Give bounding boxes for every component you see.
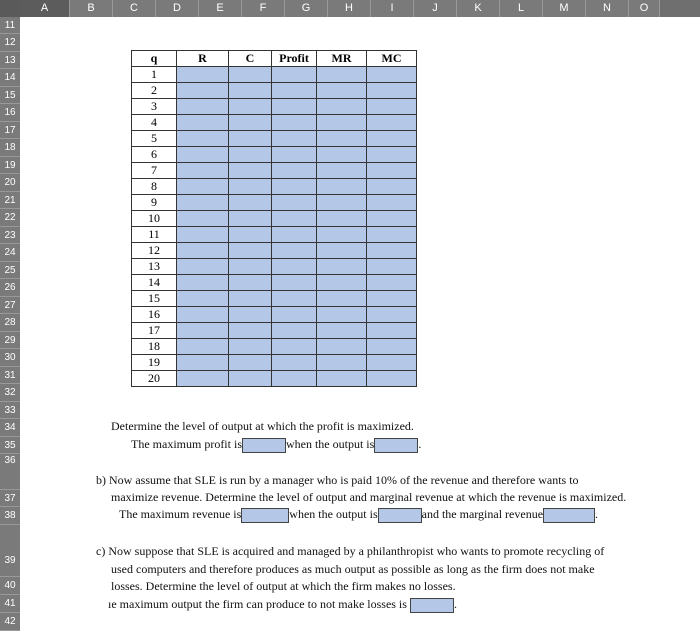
r-input-cell[interactable] bbox=[177, 275, 229, 291]
profit-input-cell[interactable] bbox=[272, 83, 317, 99]
row-header-31[interactable]: 31 bbox=[0, 367, 20, 384]
row-header-11[interactable]: 11 bbox=[0, 17, 20, 34]
mr-input-cell[interactable] bbox=[317, 355, 367, 371]
r-input-cell[interactable] bbox=[177, 227, 229, 243]
r-input-cell[interactable] bbox=[177, 307, 229, 323]
profit-input-cell[interactable] bbox=[272, 243, 317, 259]
c-input-cell[interactable] bbox=[229, 163, 272, 179]
part-c-line3: losses. Determine the level of output at which the firm makes no losses. bbox=[111, 579, 456, 593]
row-header-27[interactable]: 27 bbox=[0, 297, 20, 314]
c-input-cell[interactable] bbox=[229, 243, 272, 259]
r-input-cell[interactable] bbox=[177, 195, 229, 211]
column-header-b[interactable]: B bbox=[70, 0, 113, 17]
header-r[interactable]: R bbox=[177, 51, 229, 67]
mc-input-cell[interactable] bbox=[367, 275, 417, 291]
table-row bbox=[132, 99, 417, 115]
r-input-cell[interactable] bbox=[177, 339, 229, 355]
c-input-cell[interactable] bbox=[229, 195, 272, 211]
q-cell[interactable]: 20 bbox=[132, 371, 177, 387]
mr-input-cell[interactable] bbox=[317, 67, 367, 83]
profit-input-cell[interactable] bbox=[272, 323, 317, 339]
row-header-32[interactable]: 32 bbox=[0, 384, 20, 402]
q-cell[interactable]: 5 bbox=[132, 131, 177, 147]
part-b-line1: b) Now assume that SLE is run by a manager who is paid 10% of the revenue and therefore wants to bbox=[96, 473, 579, 487]
column-header-o[interactable]: O bbox=[629, 0, 660, 17]
table-row bbox=[132, 339, 417, 355]
part-b-mr-label: and the marginal revenue bbox=[421, 507, 544, 521]
q-cell[interactable]: 11 bbox=[132, 227, 177, 243]
q-cell[interactable]: 10 bbox=[132, 211, 177, 227]
table-row bbox=[132, 163, 417, 179]
column-header-c[interactable]: C bbox=[113, 0, 156, 17]
profit-input-cell[interactable] bbox=[272, 355, 317, 371]
mc-input-cell[interactable] bbox=[367, 131, 417, 147]
part-a-answer-line bbox=[131, 437, 421, 453]
mc-input-cell[interactable] bbox=[367, 195, 417, 211]
r-input-cell[interactable] bbox=[177, 243, 229, 259]
c-input-cell[interactable] bbox=[229, 355, 272, 371]
row-header-23[interactable]: 23 bbox=[0, 227, 20, 244]
mc-input-cell[interactable] bbox=[367, 67, 417, 83]
q-cell[interactable]: 15 bbox=[132, 291, 177, 307]
profit-input-cell[interactable] bbox=[272, 179, 317, 195]
column-header-e[interactable]: E bbox=[199, 0, 242, 17]
mc-input-cell[interactable] bbox=[367, 259, 417, 275]
column-header-k[interactable]: K bbox=[457, 0, 500, 17]
c-input-cell[interactable] bbox=[229, 323, 272, 339]
q-cell[interactable]: 16 bbox=[132, 307, 177, 323]
r-input-cell[interactable] bbox=[177, 323, 229, 339]
mr-input-cell[interactable] bbox=[317, 131, 367, 147]
mc-input-cell[interactable] bbox=[367, 307, 417, 323]
table-row bbox=[132, 227, 417, 243]
row-header-35[interactable]: 35 bbox=[0, 437, 20, 454]
r-input-cell[interactable] bbox=[177, 99, 229, 115]
profit-input-cell[interactable] bbox=[272, 307, 317, 323]
part-b-revenue-label: The maximum revenue is bbox=[119, 507, 242, 521]
mc-input-cell[interactable] bbox=[367, 227, 417, 243]
q-cell[interactable]: 6 bbox=[132, 147, 177, 163]
q-cell[interactable]: 1 bbox=[132, 67, 177, 83]
c-input-cell[interactable] bbox=[229, 291, 272, 307]
c-input-cell[interactable] bbox=[229, 147, 272, 163]
mc-input-cell[interactable] bbox=[367, 115, 417, 131]
header-mc[interactable]: MC bbox=[367, 51, 417, 67]
r-input-cell[interactable] bbox=[177, 291, 229, 307]
mc-input-cell[interactable] bbox=[367, 291, 417, 307]
r-input-cell[interactable] bbox=[177, 67, 229, 83]
mr-input-cell[interactable] bbox=[317, 371, 367, 387]
table-row bbox=[132, 371, 417, 387]
part-c-period: . bbox=[453, 597, 457, 611]
part-a-instruction: Determine the level of output at which the profit is maximized. bbox=[111, 419, 414, 433]
r-input-cell[interactable] bbox=[177, 131, 229, 147]
revenue-output-input[interactable] bbox=[378, 508, 422, 523]
mc-input-cell[interactable] bbox=[367, 179, 417, 195]
header-profit[interactable]: Profit bbox=[272, 51, 317, 67]
part-b-line2: maximize revenue. Determine the level of output and marginal revenue at which the revenue is maximized. bbox=[111, 490, 627, 504]
profit-input-cell[interactable] bbox=[272, 211, 317, 227]
row-header-34[interactable]: 34 bbox=[0, 419, 20, 437]
column-header-g[interactable]: G bbox=[285, 0, 328, 17]
q-cell[interactable]: 2 bbox=[132, 83, 177, 99]
mr-input-cell[interactable] bbox=[317, 291, 367, 307]
c-input-cell[interactable] bbox=[229, 115, 272, 131]
part-b-answer-line bbox=[119, 507, 598, 523]
profit-input-cell[interactable] bbox=[272, 371, 317, 387]
column-header-j[interactable]: J bbox=[414, 0, 457, 17]
row-header-19[interactable]: 19 bbox=[0, 157, 20, 174]
row-header-21[interactable]: 21 bbox=[0, 192, 20, 209]
table-row bbox=[132, 275, 417, 291]
column-header-f[interactable]: F bbox=[242, 0, 285, 17]
table-row bbox=[132, 67, 417, 83]
row-header-29[interactable]: 29 bbox=[0, 332, 20, 349]
row-header-41[interactable]: 41 bbox=[0, 595, 20, 613]
mr-input-cell[interactable] bbox=[317, 195, 367, 211]
q-cell[interactable]: 13 bbox=[132, 259, 177, 275]
part-c-line1: c) Now suppose that SLE is acquired and managed by a philanthropist who wants to promote recycling of bbox=[96, 544, 605, 558]
mr-input-cell[interactable] bbox=[317, 307, 367, 323]
row-header-30[interactable]: 30 bbox=[0, 349, 20, 367]
header-c[interactable]: C bbox=[229, 51, 272, 67]
q-cell[interactable]: 3 bbox=[132, 99, 177, 115]
part-c-output-label: ıe maximum output the firm can produce to not make losses is bbox=[108, 597, 407, 611]
mc-input-cell[interactable] bbox=[367, 323, 417, 339]
row-header-37[interactable]: 37 bbox=[0, 490, 20, 507]
profit-input-cell[interactable] bbox=[272, 99, 317, 115]
mr-input-cell[interactable] bbox=[317, 323, 367, 339]
c-input-cell[interactable] bbox=[229, 131, 272, 147]
row-header-33[interactable]: 33 bbox=[0, 402, 20, 419]
column-header-m[interactable]: M bbox=[543, 0, 586, 17]
max-profit-input[interactable] bbox=[242, 438, 286, 453]
mr-input-cell[interactable] bbox=[317, 211, 367, 227]
mc-input-cell[interactable] bbox=[367, 163, 417, 179]
profit-input-cell[interactable] bbox=[272, 275, 317, 291]
table-row bbox=[132, 83, 417, 99]
mr-input-cell[interactable] bbox=[317, 227, 367, 243]
c-input-cell[interactable] bbox=[229, 339, 272, 355]
row-header-18[interactable]: 18 bbox=[0, 139, 20, 157]
c-input-cell[interactable] bbox=[229, 371, 272, 387]
table-row bbox=[132, 211, 417, 227]
mr-input-cell[interactable] bbox=[317, 259, 367, 275]
row-header-25[interactable]: 25 bbox=[0, 262, 20, 279]
c-input-cell[interactable] bbox=[229, 179, 272, 195]
table-row bbox=[132, 131, 417, 147]
r-input-cell[interactable] bbox=[177, 163, 229, 179]
q-cell[interactable]: 4 bbox=[132, 115, 177, 131]
c-input-cell[interactable] bbox=[229, 275, 272, 291]
row-header-40[interactable]: 40 bbox=[0, 577, 20, 595]
profit-input-cell[interactable] bbox=[272, 339, 317, 355]
column-header-a[interactable]: A bbox=[20, 0, 70, 17]
profit-input-cell[interactable] bbox=[272, 131, 317, 147]
c-input-cell[interactable] bbox=[229, 227, 272, 243]
mr-input-cell[interactable] bbox=[317, 243, 367, 259]
header-mr[interactable]: MR bbox=[317, 51, 367, 67]
mr-input-cell[interactable] bbox=[317, 179, 367, 195]
r-input-cell[interactable] bbox=[177, 115, 229, 131]
table-row bbox=[132, 259, 417, 275]
profit-input-cell[interactable] bbox=[272, 259, 317, 275]
r-input-cell[interactable] bbox=[177, 179, 229, 195]
row-header-13[interactable]: 13 bbox=[0, 52, 20, 69]
no-loss-output-input[interactable] bbox=[410, 598, 454, 613]
column-header-i[interactable]: I bbox=[371, 0, 414, 17]
profit-input-cell[interactable] bbox=[272, 115, 317, 131]
q-cell[interactable]: 14 bbox=[132, 275, 177, 291]
row-header-26[interactable]: 26 bbox=[0, 279, 20, 297]
mc-input-cell[interactable] bbox=[367, 83, 417, 99]
row-header-17[interactable]: 17 bbox=[0, 122, 20, 139]
mc-input-cell[interactable] bbox=[367, 355, 417, 371]
table-row bbox=[132, 115, 417, 131]
profit-input-cell[interactable] bbox=[272, 67, 317, 83]
row-header-39[interactable]: 39 bbox=[0, 525, 20, 577]
table-row bbox=[132, 323, 417, 339]
row-header-12[interactable]: 12 bbox=[0, 34, 20, 52]
max-revenue-input[interactable] bbox=[241, 508, 289, 523]
select-all-corner[interactable] bbox=[0, 0, 20, 17]
mr-input-cell[interactable] bbox=[317, 115, 367, 131]
table-row bbox=[132, 147, 417, 163]
c-input-cell[interactable] bbox=[229, 67, 272, 83]
mc-input-cell[interactable] bbox=[367, 99, 417, 115]
q-cell[interactable]: 19 bbox=[132, 355, 177, 371]
row-header-38[interactable]: 38 bbox=[0, 507, 20, 525]
mr-input-cell[interactable] bbox=[317, 99, 367, 115]
r-input-cell[interactable] bbox=[177, 371, 229, 387]
q-cell[interactable]: 7 bbox=[132, 163, 177, 179]
mc-input-cell[interactable] bbox=[367, 211, 417, 227]
column-header-h[interactable]: H bbox=[328, 0, 371, 17]
table-row bbox=[132, 291, 417, 307]
q-cell[interactable]: 12 bbox=[132, 243, 177, 259]
mr-input-cell[interactable] bbox=[317, 147, 367, 163]
row-header-24[interactable]: 24 bbox=[0, 244, 20, 262]
part-a-output-label: when the output is bbox=[285, 437, 375, 451]
mc-input-cell[interactable] bbox=[367, 339, 417, 355]
mr-input-cell[interactable] bbox=[317, 275, 367, 291]
r-input-cell[interactable] bbox=[177, 259, 229, 275]
row-header-36[interactable]: 36 bbox=[0, 454, 20, 490]
mc-input-cell[interactable] bbox=[367, 371, 417, 387]
profit-input-cell[interactable] bbox=[272, 227, 317, 243]
header-q[interactable]: q bbox=[132, 51, 177, 67]
r-input-cell[interactable] bbox=[177, 355, 229, 371]
marginal-revenue-input[interactable] bbox=[543, 508, 595, 523]
worksheet[interactable] bbox=[20, 17, 700, 631]
r-input-cell[interactable] bbox=[177, 211, 229, 227]
mr-input-cell[interactable] bbox=[317, 163, 367, 179]
row-header-20[interactable]: 20 bbox=[0, 174, 20, 192]
q-cell[interactable]: 18 bbox=[132, 339, 177, 355]
row-header-28[interactable]: 28 bbox=[0, 314, 20, 332]
table-row bbox=[132, 307, 417, 323]
q-cell[interactable]: 17 bbox=[132, 323, 177, 339]
part-b-output-label: when the output is bbox=[289, 507, 378, 521]
column-header-n[interactable]: N bbox=[586, 0, 629, 17]
part-c-line2: used computers and therefore produces as much output as possible as long as the firm does not make bbox=[111, 562, 595, 576]
mr-input-cell[interactable] bbox=[317, 339, 367, 355]
profit-input-cell[interactable] bbox=[272, 147, 317, 163]
mc-input-cell[interactable] bbox=[367, 147, 417, 163]
part-c-answer-line bbox=[108, 597, 457, 613]
column-header-l[interactable]: L bbox=[500, 0, 543, 17]
profit-input-cell[interactable] bbox=[272, 163, 317, 179]
c-input-cell[interactable] bbox=[229, 307, 272, 323]
c-input-cell[interactable] bbox=[229, 259, 272, 275]
row-header-14[interactable]: 14 bbox=[0, 69, 20, 87]
c-input-cell[interactable] bbox=[229, 211, 272, 227]
q-cell[interactable]: 9 bbox=[132, 195, 177, 211]
table-row bbox=[132, 243, 417, 259]
column-header-d[interactable]: D bbox=[156, 0, 199, 17]
row-header-22[interactable]: 22 bbox=[0, 209, 20, 227]
profit-input-cell[interactable] bbox=[272, 291, 317, 307]
mr-input-cell[interactable] bbox=[317, 83, 367, 99]
q-cell[interactable]: 8 bbox=[132, 179, 177, 195]
part-a-profit-label: The maximum profit is bbox=[131, 437, 242, 451]
r-input-cell[interactable] bbox=[177, 147, 229, 163]
r-input-cell[interactable] bbox=[177, 83, 229, 99]
table-header-row bbox=[132, 51, 417, 67]
row-header-15[interactable]: 15 bbox=[0, 87, 20, 104]
table-row bbox=[132, 195, 417, 211]
c-input-cell[interactable] bbox=[229, 99, 272, 115]
c-input-cell[interactable] bbox=[229, 83, 272, 99]
data-table bbox=[131, 50, 417, 387]
table-row bbox=[132, 179, 417, 195]
part-a-period: . bbox=[418, 437, 422, 451]
row-header-42[interactable]: 42 bbox=[0, 613, 20, 631]
profit-output-input[interactable] bbox=[374, 438, 418, 453]
row-header-16[interactable]: 16 bbox=[0, 104, 20, 122]
table-row bbox=[132, 355, 417, 371]
part-b-period: . bbox=[595, 507, 599, 521]
profit-input-cell[interactable] bbox=[272, 195, 317, 211]
mc-input-cell[interactable] bbox=[367, 243, 417, 259]
